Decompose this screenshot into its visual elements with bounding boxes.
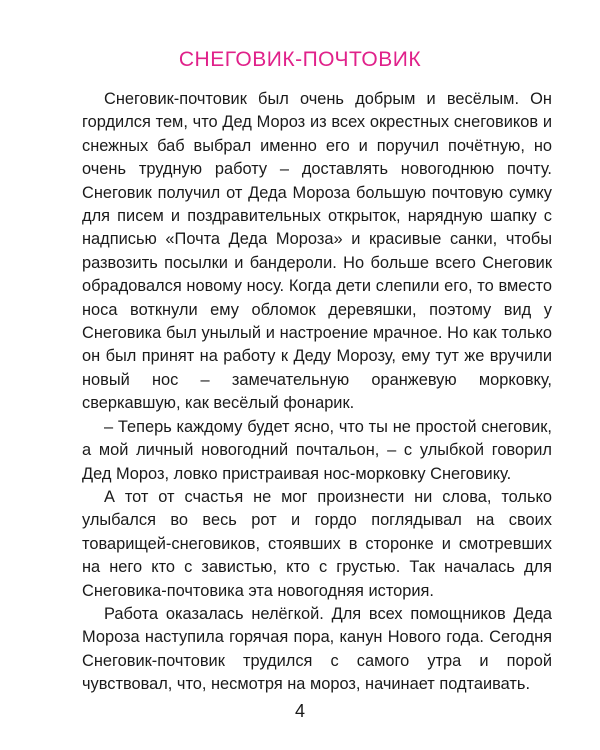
- story-text: [82, 88, 552, 697]
- paragraph-4: Работа оказалась нелёгкой. Для всех помощников Деда Мороза наступила горячая пора, канун Нового года. Сегодня Снеговик-почтовик трудился с самого утра и порой чувствовал, что, несмотря на мороз, начинает подтаивать.: [82, 604, 552, 694]
- page-number: 4: [294, 701, 305, 721]
- story-title: СНЕГОВИК-ПОЧТОВИК: [178, 48, 422, 71]
- paragraph-3: А тот от счастья не мог произнести ни слова, только улыбался во весь рот и гордо поглядывал на своих товарищей-снеговиков, стоявших в сторонке и смотревших на него кто с завистью, кто с грустью. Так началась для Снеговика-почтовика эта новогодняя история.: [82, 487, 552, 600]
- paragraph-2: – Теперь каждому будет ясно, что ты не простой снеговик, а мой личный новогодний почтальон, – с улыбкой говорил Дед Мороз, ловко пристраивая нос-морковку Снеговику.: [82, 417, 552, 483]
- paragraph-1: Снеговик-почтовик был очень добрым и весёлым. Он гордился тем, что Дед Мороз из всех окрестных снеговиков и снежных баб выбрал именно его и поручил почётную, но очень трудную работу – доставлять новогоднюю почту. Снеговик получил от Деда Мороза большую почтовую сумку для писем и поздравительных открыток, нарядную шапку с надписью «Почта Деда Мороза» и красивые санки, чтобы развозить посылки и бандероли. Но больше всего Снеговик обрадовался новому носу. Когда дети слепили его, то вместо носа воткнули ему обломок деревяшки, поэтому вид у Снеговика был унылый и настроение мрачное. Но как только он был принят на работу к Деду Морозу, ему тут же вручили новый нос – замечательную оранжевую морковку, сверкавшую, как весёлый фонарик.: [82, 90, 552, 413]
